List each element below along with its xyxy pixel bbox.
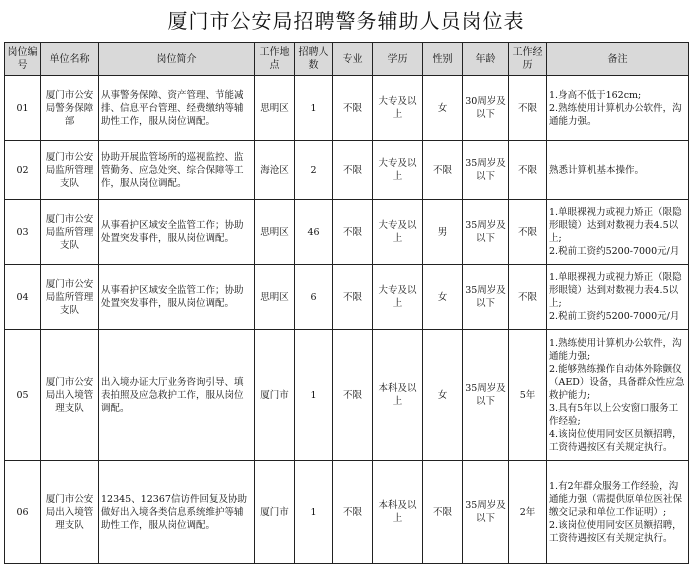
header-row [5,43,689,76]
cell-major: 不限 [333,265,373,330]
cell-edu: 大专及以上 [373,76,423,141]
cell-edu: 大专及以上 [373,141,423,200]
cell-age: 35周岁及以下 [463,461,509,564]
cell-exp: 不限 [509,76,547,141]
positions-table [4,42,689,564]
cell-count: 1 [295,76,333,141]
table-row [5,330,689,461]
cell-exp: 5年 [509,330,547,461]
cell-id: 01 [5,76,41,141]
cell-id: 05 [5,330,41,461]
header-desc: 岗位简介 [99,43,255,76]
cell-gender: 不限 [423,461,463,564]
cell-location: 厦门市 [255,461,295,564]
cell-count: 46 [295,200,333,265]
cell-edu: 本科及以上 [373,330,423,461]
cell-id: 04 [5,265,41,330]
cell-desc: 12345、12367信访件回复及协助做好出入境各类信息系统维护等辅助性工作，服从岗位调配。 [99,461,255,564]
cell-count: 2 [295,141,333,200]
cell-exp: 不限 [509,200,547,265]
cell-unit: 厦门市公安局出入境管理支队 [41,461,99,564]
header-note: 备注 [547,43,689,76]
cell-location: 海沧区 [255,141,295,200]
cell-major: 不限 [333,200,373,265]
header-location: 工作地点 [255,43,295,76]
cell-note: 1.单眼裸视力或视力矫正（限隐形眼镜）达到对数视力表4.5以上; 2.税前工资约5200-7000元/月 [547,265,689,330]
cell-location: 思明区 [255,200,295,265]
cell-desc: 从事警务保障、资产管理、节能减排、信息平台管理、经费缴纳等辅助性工作，服从岗位调配。 [99,76,255,141]
header-unit: 单位名称 [41,43,99,76]
cell-location: 思明区 [255,76,295,141]
cell-edu: 大专及以上 [373,265,423,330]
header-exp: 工作经历 [509,43,547,76]
cell-unit: 厦门市公安局监所管理支队 [41,265,99,330]
cell-count: 6 [295,265,333,330]
header-edu: 学历 [373,43,423,76]
cell-note: 1.熟练使用计算机办公软件，沟通能力强; 2.能够熟练操作自动体外除颤仪（AED）设备，具备群众性应急救护能力; 3.具有5年以上公安窗口服务工作经验; 4.该岗位使用同安区员额招聘，工资待遇按区有关规定执行。 [547,330,689,461]
cell-id: 06 [5,461,41,564]
cell-age: 35周岁及以下 [463,141,509,200]
header-major: 专业 [333,43,373,76]
cell-age: 35周岁及以下 [463,330,509,461]
cell-age: 35周岁及以下 [463,200,509,265]
cell-count: 1 [295,330,333,461]
cell-edu: 本科及以上 [373,461,423,564]
header-id: 岗位编号 [5,43,41,76]
cell-gender: 女 [423,330,463,461]
cell-count: 1 [295,461,333,564]
cell-unit: 厦门市公安局出入境管理支队 [41,330,99,461]
cell-major: 不限 [333,330,373,461]
table-row [5,461,689,564]
cell-desc: 出入境办证大厅业务咨询引导、填表拍照及应急救护工作，服从岗位调配。 [99,330,255,461]
header-gender: 性别 [423,43,463,76]
cell-id: 02 [5,141,41,200]
cell-desc: 从事看护区域安全监管工作；协助处置突发事件，服从岗位调配。 [99,200,255,265]
cell-gender: 女 [423,265,463,330]
cell-location: 厦门市 [255,330,295,461]
cell-exp: 2年 [509,461,547,564]
cell-desc: 协助开展监管场所的巡视监控、监管勤务、应急处突、综合保障等工作，服从岗位调配。 [99,141,255,200]
cell-note: 熟悉计算机基本操作。 [547,141,689,200]
cell-edu: 大专及以上 [373,200,423,265]
cell-exp: 不限 [509,265,547,330]
cell-age: 30周岁及以下 [463,76,509,141]
cell-gender: 女 [423,76,463,141]
page-title: 厦门市公安局招聘警务辅助人员岗位表 [167,9,525,33]
cell-major: 不限 [333,76,373,141]
cell-id: 03 [5,200,41,265]
cell-note: 1.身高不低于162cm; 2.熟练使用计算机办公软件，沟通能力强。 [547,76,689,141]
cell-gender: 男 [423,200,463,265]
header-age: 年龄 [463,43,509,76]
table-row [5,76,689,141]
cell-unit: 厦门市公安局监所管理支队 [41,141,99,200]
table-row [5,265,689,330]
cell-major: 不限 [333,461,373,564]
cell-location: 思明区 [255,265,295,330]
cell-gender: 不限 [423,141,463,200]
cell-exp: 不限 [509,141,547,200]
cell-note: 1.有2年群众服务工作经验，沟通能力强（需提供原单位医社保缴交记录和单位工作证明）; 2.该岗位使用同安区员额招聘，工资待遇按区有关规定执行。 [547,461,689,564]
table-row [5,141,689,200]
header-count: 招聘人数 [295,43,333,76]
cell-unit: 厦门市公安局警务保障部 [41,76,99,141]
cell-unit: 厦门市公安局监所管理支队 [41,200,99,265]
cell-note: 1.单眼裸视力或视力矫正（限隐形眼镜）达到对数视力表4.5以上; 2.税前工资约5200-7000元/月 [547,200,689,265]
table-row [5,200,689,265]
cell-major: 不限 [333,141,373,200]
cell-age: 35周岁及以下 [463,265,509,330]
cell-desc: 从事看护区域安全监管工作；协助处置突发事件，服从岗位调配。 [99,265,255,330]
